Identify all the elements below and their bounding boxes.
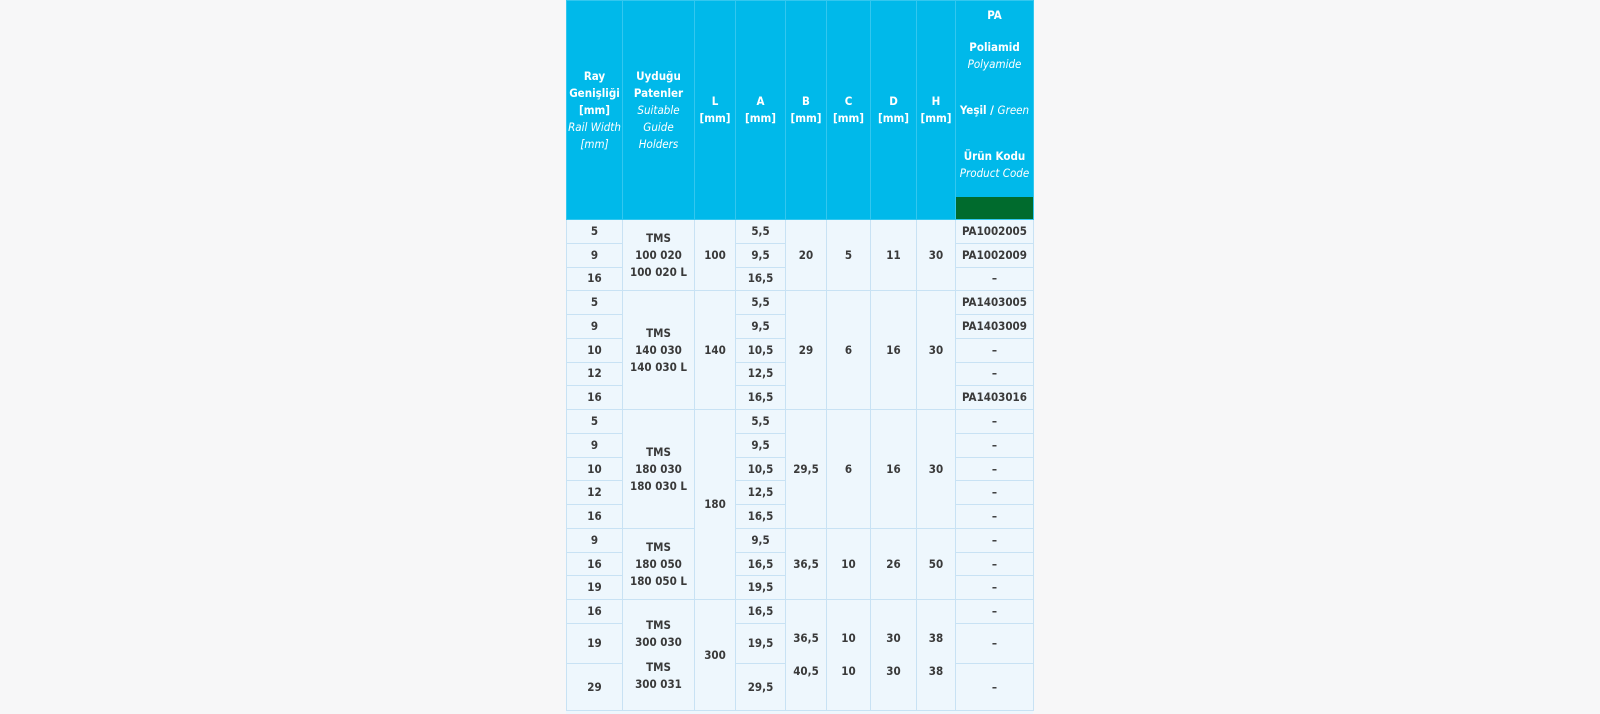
d-cell: 26	[871, 528, 917, 599]
d-cell: 11	[871, 220, 917, 291]
a-cell: 9,5	[736, 433, 786, 457]
col-h-unit: [mm]	[920, 111, 952, 125]
c-value: 10	[841, 631, 856, 646]
l-cell: 100	[695, 220, 736, 291]
rail-width-cell: 16	[567, 505, 623, 529]
h-cell: 30	[917, 291, 956, 410]
c-value: 10	[841, 664, 856, 679]
h-value: 38	[928, 664, 944, 679]
guide-holder-line: 180 050 L	[630, 573, 687, 588]
rail-width-cell: 9	[567, 528, 623, 552]
c-cell: 5	[827, 220, 871, 291]
h-cell: 50	[917, 528, 956, 599]
a-cell: 16,5	[736, 552, 786, 576]
guide-holder-cell	[623, 410, 695, 529]
col-a-unit: [mm]	[744, 111, 777, 125]
c-cell: 6	[827, 291, 871, 410]
a-cell: 5,5	[736, 291, 786, 315]
product-code-cell: PA1403009	[956, 315, 1034, 339]
header-l	[695, 1, 736, 220]
guide-label-tr-1: Uyduğu	[636, 68, 681, 83]
header-b	[786, 1, 827, 220]
col-c-name: C	[844, 94, 853, 108]
a-cell: 5,5	[736, 220, 786, 244]
a-cell: 12,5	[736, 362, 786, 386]
guide-holder-line: 100 020	[635, 247, 682, 262]
b-cell: 29,5	[786, 410, 827, 529]
rail-width-cell: 5	[567, 410, 623, 434]
rail-width-label-tr-3: [mm]	[578, 102, 611, 117]
l-cell: 180	[695, 410, 736, 600]
b-cell: 20	[786, 220, 827, 291]
guide-holder-line: 140 030	[635, 342, 682, 357]
a-cell: 10,5	[736, 338, 786, 362]
guide-holder-line: 140 030 L	[630, 359, 687, 374]
rail-width-cell: 19	[567, 576, 623, 600]
product-table-sheet	[566, 0, 1033, 714]
d-cell	[871, 600, 917, 711]
d-value: 30	[886, 631, 901, 646]
header-a	[736, 1, 786, 220]
rail-width-cell: 9	[567, 433, 623, 457]
table-row	[567, 410, 1034, 434]
h-cell: 30	[917, 220, 956, 291]
guide-holder-line: TMS	[646, 660, 671, 675]
material-label-en: Polyamide	[967, 56, 1022, 71]
a-cell: 5,5	[736, 410, 786, 434]
a-cell: 16,5	[736, 267, 786, 291]
guide-holder-line: TMS	[646, 325, 671, 340]
guide-holder-line: TMS	[646, 618, 671, 633]
header-row	[567, 1, 1034, 220]
b-cell: 36,5	[786, 528, 827, 599]
guide-holder-line: 180 030 L	[630, 478, 687, 493]
d-value: 30	[886, 664, 901, 679]
d-cell: 16	[871, 410, 917, 529]
h-value: 38	[928, 631, 944, 646]
col-c-unit: [mm]	[832, 111, 865, 125]
product-code-label-tr: Ürün Kodu	[963, 149, 1026, 164]
product-code-cell: –	[956, 624, 1034, 664]
header-c	[827, 1, 871, 220]
product-code-cell: –	[956, 433, 1034, 457]
guide-label-tr-2: Patenler	[633, 85, 684, 100]
product-code-cell: –	[956, 362, 1034, 386]
product-code-cell: –	[956, 552, 1034, 576]
rail-width-cell: 16	[567, 552, 623, 576]
c-cell	[827, 600, 871, 711]
guide-holder-line: TMS	[646, 444, 671, 459]
col-d-name: D	[889, 94, 898, 108]
a-cell: 12,5	[736, 481, 786, 505]
a-cell: 9,5	[736, 315, 786, 339]
a-cell: 16,5	[736, 505, 786, 529]
col-l-unit: [mm]	[699, 111, 731, 125]
pa-code-label: PA	[987, 8, 1002, 22]
product-code-cell: –	[956, 505, 1034, 529]
product-code-cell: –	[956, 481, 1034, 505]
rail-width-cell: 5	[567, 220, 623, 244]
b-value: 40,5	[793, 664, 819, 679]
guide-label-en-1: Suitable	[637, 102, 680, 117]
col-a-name: A	[756, 94, 765, 108]
h-cell	[917, 600, 956, 711]
guide-holder-cell	[623, 600, 695, 711]
guide-holder-line: 180 050	[635, 556, 682, 571]
header-h	[917, 1, 956, 220]
color-label	[956, 102, 1033, 119]
h-cell: 30	[917, 410, 956, 529]
table-row	[567, 220, 1034, 244]
header-rail-width	[567, 1, 623, 220]
product-code-cell: –	[956, 267, 1034, 291]
product-code-cell: –	[956, 528, 1034, 552]
guide-holder-cell	[623, 528, 695, 599]
col-b-unit: [mm]	[790, 111, 822, 125]
b-value: 36,5	[793, 631, 819, 646]
guide-rail-spec-table	[566, 0, 1034, 711]
guide-holder-cell	[623, 291, 695, 410]
guide-holder-cell	[623, 220, 695, 291]
product-code-cell: PA1002005	[956, 220, 1034, 244]
a-cell: 16,5	[736, 600, 786, 624]
a-cell: 19,5	[736, 576, 786, 600]
rail-width-cell: 9	[567, 243, 623, 267]
guide-label-en-2: Guide Holders	[638, 119, 679, 151]
rail-width-cell: 16	[567, 386, 623, 410]
table-row	[567, 600, 1034, 624]
d-cell: 16	[871, 291, 917, 410]
a-cell: 16,5	[736, 386, 786, 410]
product-code-cell: –	[956, 664, 1034, 711]
rail-width-cell: 10	[567, 338, 623, 362]
rail-width-cell: 16	[567, 267, 623, 291]
header-guide-holders	[623, 1, 695, 220]
guide-holder-line: TMS	[646, 539, 671, 554]
c-cell: 10	[827, 528, 871, 599]
table-row	[567, 528, 1034, 552]
col-h-name: H	[931, 94, 941, 108]
guide-holder-line: 300 030	[635, 635, 682, 650]
rail-width-label-en-2: [mm]	[580, 136, 609, 151]
rail-width-cell: 29	[567, 664, 623, 711]
rail-width-label-en-1: Rail Width	[568, 119, 621, 134]
rail-width-label-tr-2: Genişliği	[569, 85, 620, 100]
product-code-cell: PA1403016	[956, 386, 1034, 410]
rail-width-cell: 5	[567, 291, 623, 315]
a-cell: 19,5	[736, 624, 786, 664]
guide-holder-line: 180 030	[635, 461, 682, 476]
rail-width-cell: 12	[567, 362, 623, 386]
table-row	[567, 291, 1034, 315]
rail-width-cell: 19	[567, 624, 623, 664]
rail-width-label-tr-1: Ray	[583, 68, 606, 83]
product-code-cell: –	[956, 338, 1034, 362]
b-cell	[786, 600, 827, 711]
product-code-cell: –	[956, 576, 1034, 600]
l-cell: 300	[695, 600, 736, 711]
product-code-label-en: Product Code	[959, 166, 1030, 181]
guide-holder-line: 300 031	[635, 677, 682, 692]
a-cell: 29,5	[736, 664, 786, 711]
header-pa-product-code	[956, 1, 1034, 220]
material-label-tr: Poliamid	[969, 39, 1020, 54]
c-cell: 6	[827, 410, 871, 529]
b-cell: 29	[786, 291, 827, 410]
product-code-cell: –	[956, 457, 1034, 481]
table-body	[567, 220, 1034, 711]
col-b-name: B	[802, 94, 810, 108]
product-code-cell: –	[956, 600, 1034, 624]
rail-width-cell: 9	[567, 315, 623, 339]
guide-holder-line: 100 020 L	[630, 264, 687, 279]
header-d	[871, 1, 917, 220]
product-code-cell: PA1403005	[956, 291, 1034, 315]
rail-width-cell: 16	[567, 600, 623, 624]
col-l-name: L	[711, 94, 719, 108]
a-cell: 9,5	[736, 243, 786, 267]
color-label-separator: /	[986, 102, 998, 117]
color-label-tr: Yeşil	[959, 102, 987, 117]
guide-holder-line: TMS	[646, 230, 671, 245]
product-code-cell: PA1002009	[956, 243, 1034, 267]
a-cell: 9,5	[736, 528, 786, 552]
color-label-en: Green	[997, 102, 1030, 117]
l-cell: 140	[695, 291, 736, 410]
col-d-unit: [mm]	[877, 111, 910, 125]
a-cell: 10,5	[736, 457, 786, 481]
green-color-swatch	[956, 197, 1033, 219]
rail-width-cell: 10	[567, 457, 623, 481]
product-code-cell: –	[956, 410, 1034, 434]
rail-width-cell: 12	[567, 481, 623, 505]
